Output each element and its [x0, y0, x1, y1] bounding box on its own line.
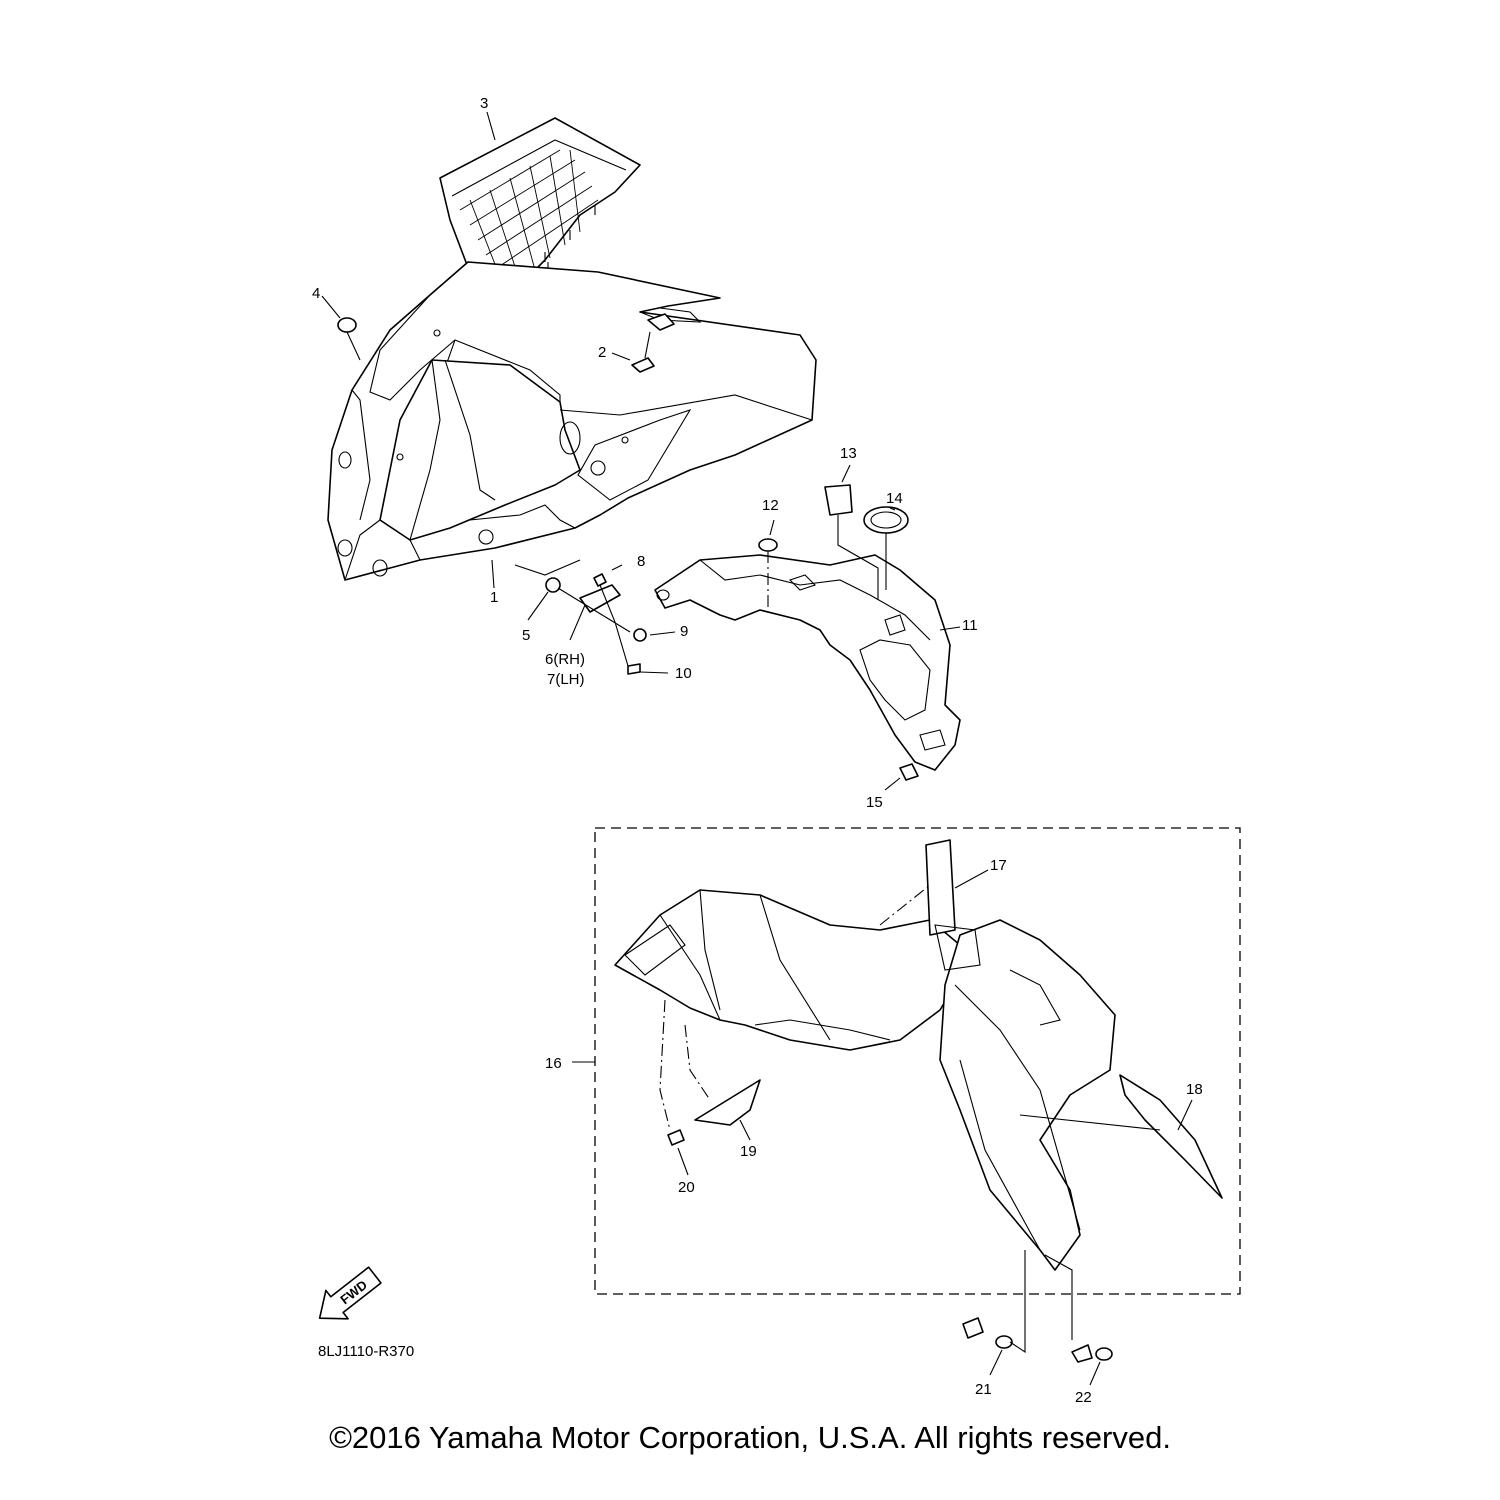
fwd-label: FWD: [337, 1277, 370, 1308]
part-11-panel: [655, 555, 960, 770]
copyright-text: ©2016 Yamaha Motor Corporation, U.S.A. All rights reserved.: [329, 1420, 1171, 1455]
part-17-cover: [615, 840, 960, 1050]
part-18-cover: [935, 920, 1222, 1270]
part-4-bolt: [338, 318, 360, 360]
callout-6rh: 6(RH): [545, 651, 585, 668]
part-1-hood: [328, 262, 816, 580]
callout-14: 14: [886, 490, 903, 507]
callout-22: 22: [1075, 1389, 1092, 1406]
callout-12: 12: [762, 497, 779, 514]
callout-9: 9: [680, 623, 689, 640]
callout-15: 15: [866, 794, 883, 811]
callout-17: 17: [990, 857, 1007, 874]
fwd-arrow-icon: [309, 1261, 386, 1332]
callout-2: 2: [598, 344, 607, 361]
callout-19: 19: [740, 1143, 757, 1160]
callout-21: 21: [975, 1381, 992, 1398]
callout-16: 16: [545, 1055, 562, 1072]
callout-18: 18: [1186, 1081, 1203, 1098]
callout-20: 20: [678, 1179, 695, 1196]
callout-1: 1: [490, 589, 499, 606]
callout-13: 13: [840, 445, 857, 462]
callout-3: 3: [480, 95, 489, 112]
callout-4: 4: [312, 285, 321, 302]
callout-11: 11: [962, 617, 978, 634]
callout-5: 5: [522, 627, 531, 644]
callout-8: 8: [637, 553, 646, 570]
callout-7lh: 7(LH): [547, 671, 585, 688]
callout-10: 10: [675, 665, 692, 682]
drawing-code: 8LJ1110-R370: [318, 1343, 415, 1360]
